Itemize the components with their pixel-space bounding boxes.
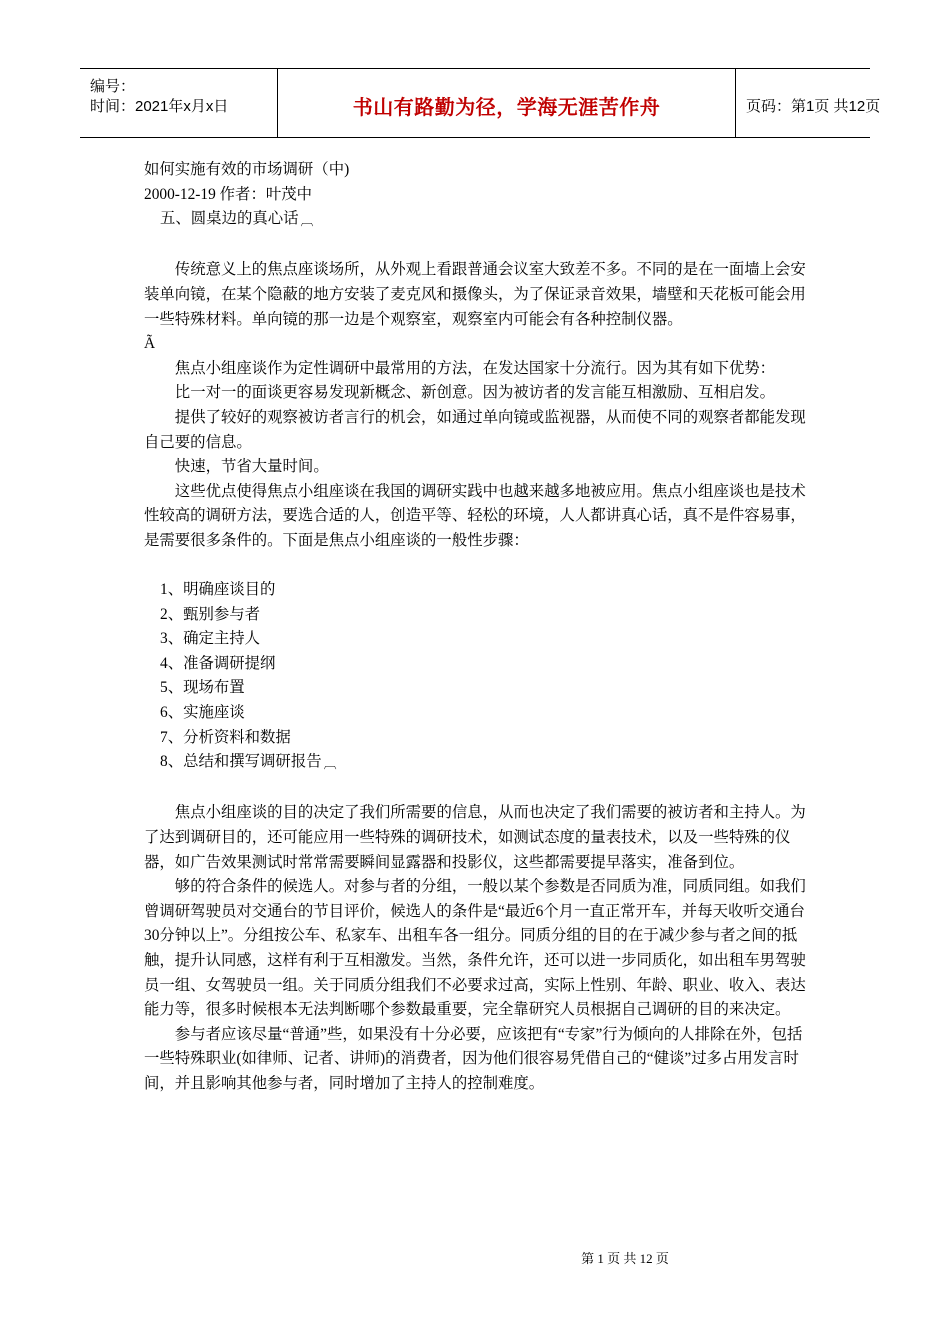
paragraph-2: 焦点小组座谈作为定性调研中最常用的方法，在发达国家十分流行。因为其有如下优势： (174, 359, 776, 377)
paragraph-6: 这些优点使得焦点小组座谈在我国的调研实践中也越来越多地被应用。焦点小组座谈也是技术性较高的调研方法，要选合适的人，创造平等、轻松的环境，人人都讲真心话，真不是件容易事，是需要很多条件的。下面是焦点小组座谈的一般性步骤： (144, 482, 806, 549)
article-title: 如何实施有效的市场调研（中) (144, 161, 350, 178)
header-motto-cell (278, 69, 736, 137)
list-item: 6、实施座谈 (160, 704, 245, 722)
paragraph-1: 传统意义上的焦点座谈场所，从外观上看跟普通会议室大致差不多。不同的是在一面墙上会安装单向镜，在某个隐蔽的地方安装了麦克风和摄像头，为了保证录音效果，墙壁和天花板可能会用一些特殊材料。单向镜的那一边是个观察室，观察室内可能会有各种控制仪器。 (144, 261, 806, 328)
section-end-mark: ︹ (300, 213, 314, 229)
list-item-text: 8、总结和撰写调研报告 (160, 753, 322, 771)
list-item: 3、确定主持人 (160, 630, 261, 648)
page-footer: 第 1 页 共 12 页 (581, 1251, 669, 1266)
list-item: 2、甄别参与者 (160, 605, 261, 623)
blank-line (144, 554, 808, 579)
article-body (144, 158, 808, 1097)
paragraph-8: 够的符合条件的候选人。对参与者的分组，一般以某个参数是否同质为准，同质同组。如我们曾调研驾驶员对交通台的节目评价，候选人的条件是“最近6个月一直正常开车，并每天收听交通台30分钟以上”。分组按公车、私家车、出租车各一组分。同质分组的目的在于减少参与者之间的抵触，提升认同感，这样有利于互相激发。当然，条件允许，还可以进一步同质化，如出租车男驾驶员一组、女驾驶员一组。关于同质分组我们不必要求过高，实际上性别、年龄、职业、收入、表达能力等，很多时候根本无法判断哪个参数最重要，完全靠研究人员根据自己调研的目的来决定。 (144, 878, 806, 1019)
header-page-cell (736, 69, 881, 137)
steps-list (144, 578, 808, 777)
paragraph-5: 快速，节省大量时间。 (174, 458, 329, 476)
list-item: 1、明确座谈目的 (160, 581, 276, 599)
list-item: 5、现场布置 (160, 679, 245, 697)
list-item: 4、准备调研提纲 (160, 654, 276, 672)
blank-line (144, 777, 808, 802)
list-item (144, 750, 808, 777)
paragraph-3: 比一对一的面谈更容易发现新概念、新创意。因为被访者的发言能互相激励、互相启发。 (174, 384, 776, 402)
time-label: 时间：2021年x月x日 (90, 98, 229, 115)
motto-text: 书山有路勤为径，学海无涯苦作舟 (352, 95, 661, 119)
list-item: 7、分析资料和数据 (160, 728, 291, 746)
article-byline: 2000-12-19 作者：叶茂中 (144, 185, 313, 203)
number-label: 编号： (90, 78, 136, 95)
paragraph-4: 提供了较好的观察被访者言行的机会，如通过单向镜或监视器，从而使不同的观察者都能发现自己要的信息。 (144, 408, 806, 451)
paragraph-9: 参与者应该尽量“普通”些，如果没有十分必要，应该把有“专家”行为倾向的人排除在外，包括一些特殊职业(如律师、记者、讲师)的消费者，因为他们很容易凭借自己的“健谈”过多占用发言时间，并且影响其他参与者，同时增加了主持人的控制难度。 (144, 1025, 803, 1092)
page-header (80, 68, 881, 138)
header-info-cell (80, 69, 278, 137)
section-heading (144, 207, 808, 234)
stray-glyph: Ã (144, 335, 156, 353)
section-heading-text: 五、圆桌边的真心话 (160, 210, 299, 228)
blank-line (144, 234, 808, 259)
section-end-mark: ︹ (323, 756, 337, 772)
paragraph-7: 焦点小组座谈的目的决定了我们所需要的信息，从而也决定了我们需要的被访者和主持人。为了达到调研目的，还可能应用一些特殊的调研技术，如测试态度的量表技术，以及一些特殊的仪器，如广告效果测试时常常需要瞬间显露器和投影仪，这些都需要提早落实，准备到位。 (144, 804, 806, 871)
page-code: 页码：第1页 共12页 (746, 98, 881, 115)
